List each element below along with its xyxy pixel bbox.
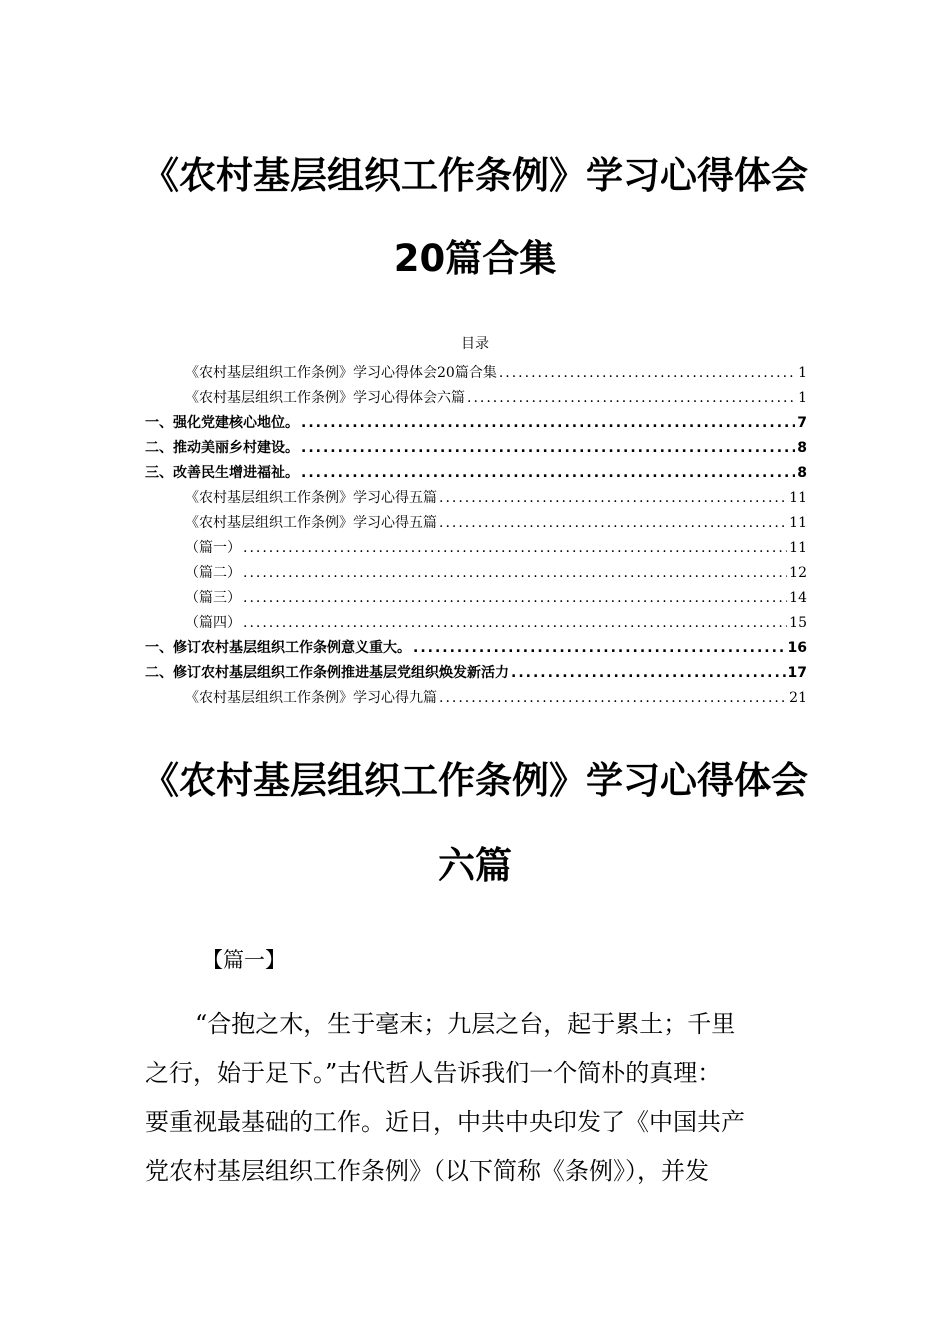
toc-entry-page-number: 7	[797, 415, 807, 431]
document-title: 《农村基层组织工作条例》学习心得体会	[142, 154, 808, 197]
toc-entry[interactable]	[145, 536, 807, 561]
toc-leader-dots	[301, 411, 795, 436]
toc-leader-dots	[301, 436, 795, 461]
toc-leader-dots	[413, 636, 786, 661]
toc-entry-page-number: 17	[787, 665, 807, 681]
toc-entry-label: （篇一）	[185, 540, 241, 556]
toc-entry[interactable]	[145, 686, 807, 711]
toc-entry[interactable]	[145, 486, 807, 511]
toc-leader-dots	[439, 686, 787, 711]
toc-entry-page-number: 8	[797, 465, 807, 481]
toc-leader-dots	[301, 461, 795, 486]
toc-entry[interactable]	[145, 461, 807, 486]
toc-entry-label: 一、修订农村基层组织工作条例意义重大。	[145, 640, 411, 656]
toc-entry[interactable]	[145, 661, 807, 686]
table-of-contents	[145, 361, 807, 711]
part-label: 【篇一】	[202, 948, 286, 972]
body-text-line: 之行，始于足下。”古代哲人告诉我们一个简朴的真理：	[145, 1059, 722, 1087]
toc-entry[interactable]	[145, 561, 807, 586]
toc-entry[interactable]	[145, 636, 807, 661]
toc-entry-page-number: 15	[789, 615, 807, 631]
toc-entry-label: （篇四）	[185, 615, 241, 631]
toc-entry-page-number: 14	[789, 590, 807, 606]
document-title-line2: 20篇合集	[393, 237, 557, 280]
toc-entry-page-number: 11	[789, 515, 807, 531]
toc-leader-dots	[467, 386, 796, 411]
toc-entry-label: （篇二）	[185, 565, 241, 581]
toc-entry-page-number: 1	[798, 365, 807, 381]
toc-entry-label: （篇三）	[185, 590, 241, 606]
toc-entry-page-number: 8	[797, 440, 807, 456]
toc-heading: 目录	[461, 336, 489, 352]
toc-leader-dots	[511, 661, 786, 686]
section-title: 《农村基层组织工作条例》学习心得体会	[142, 759, 808, 802]
toc-entry[interactable]	[145, 386, 807, 411]
toc-entry-page-number: 16	[787, 640, 807, 656]
body-text-line: “合抱之木，生于毫末；九层之台，起于累土；千里	[195, 1010, 736, 1038]
toc-entry-label: 《农村基层组织工作条例》学习心得五篇	[185, 490, 437, 506]
toc-leader-dots	[499, 361, 796, 386]
toc-entry[interactable]	[145, 511, 807, 536]
toc-entry[interactable]	[145, 611, 807, 636]
toc-entry[interactable]	[145, 411, 807, 436]
toc-entry-page-number: 11	[789, 540, 807, 556]
toc-entry-label: 《农村基层组织工作条例》学习心得体会六篇	[185, 390, 465, 406]
toc-entry[interactable]	[145, 361, 807, 386]
toc-entry[interactable]	[145, 586, 807, 611]
toc-entry-label: 《农村基层组织工作条例》学习心得九篇	[185, 690, 437, 706]
toc-entry-label: 三、改善民生增进福祉。	[145, 465, 299, 481]
toc-entry-label: 二、修订农村基层组织工作条例推进基层党组织焕发新活力	[145, 665, 509, 681]
toc-entry-label: 《农村基层组织工作条例》学习心得体会20篇合集	[185, 365, 497, 381]
body-paragraph	[145, 1000, 797, 1196]
body-text-line: 党农村基层组织工作条例》（以下简称《条例》），并发	[145, 1157, 709, 1185]
toc-leader-dots	[243, 536, 787, 561]
toc-entry-page-number: 1	[798, 390, 807, 406]
toc-entry-page-number: 11	[789, 490, 807, 506]
toc-leader-dots	[243, 561, 787, 586]
section-title-line2: 六篇	[438, 844, 512, 887]
toc-entry-label: 二、推动美丽乡村建设。	[145, 440, 299, 456]
toc-leader-dots	[439, 511, 787, 536]
toc-entry[interactable]	[145, 436, 807, 461]
toc-leader-dots	[243, 611, 787, 636]
body-text-line: 要重视最基础的工作。近日，中共中央印发了《中国共产	[145, 1108, 745, 1136]
toc-entry-page-number: 12	[789, 565, 807, 581]
toc-entry-label: 《农村基层组织工作条例》学习心得五篇	[185, 515, 437, 531]
toc-entry-page-number: 21	[789, 690, 807, 706]
toc-entry-label: 一、强化党建核心地位。	[145, 415, 299, 431]
toc-leader-dots	[243, 586, 787, 611]
toc-leader-dots	[439, 486, 787, 511]
